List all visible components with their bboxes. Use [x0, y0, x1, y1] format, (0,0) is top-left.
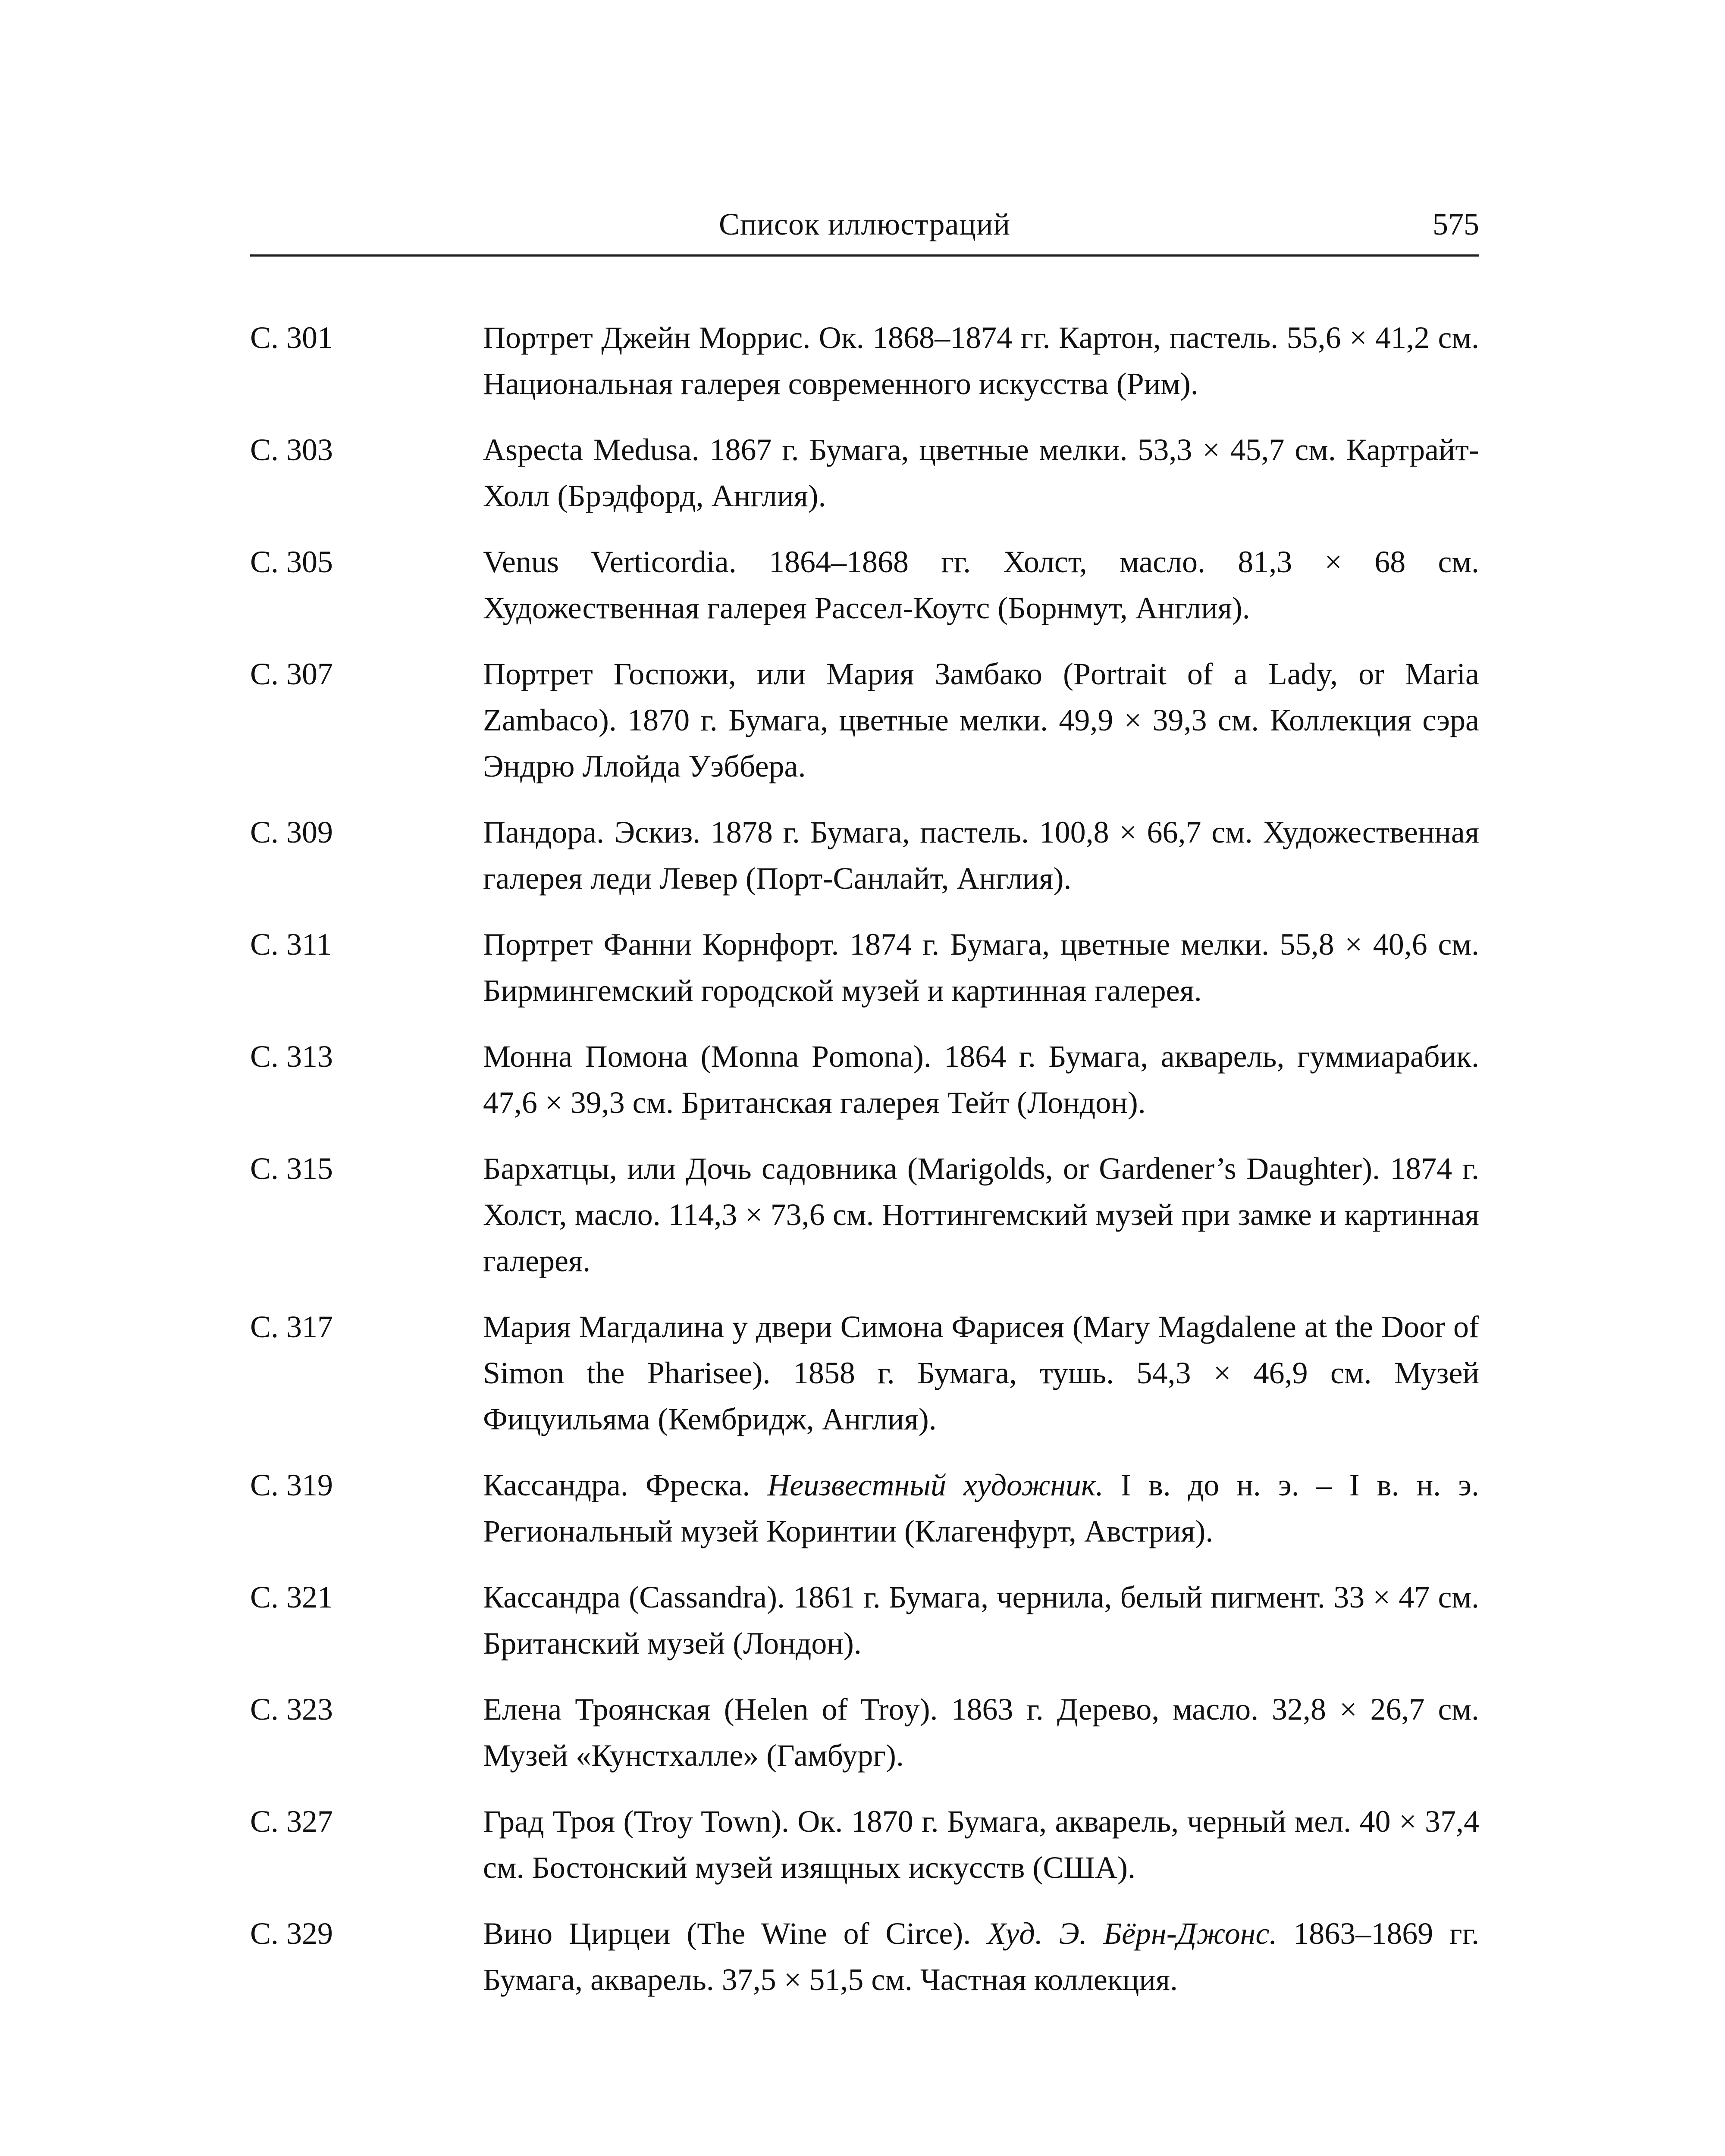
page-reference: С. 305 [250, 545, 333, 579]
list-item [250, 1574, 1479, 1667]
illustration-description [483, 651, 1479, 790]
list-item [250, 1462, 1479, 1554]
page-reference: С. 319 [250, 1468, 333, 1502]
list-item [250, 651, 1479, 790]
running-header [250, 203, 1479, 257]
text-segment: 1863–1869 гг. Бумага, акварель. 37,5 × 51,5 см. Частная коллекция. [483, 1916, 1479, 1997]
illustration-description [483, 1034, 1479, 1126]
illustration-description [483, 1574, 1479, 1667]
text-segment: Монна Помона (Monna Pomona). 1864 г. Бумага, акварель, гуммиарабик. 47,6 × 39,3 см. Британская галерея Тейт (Лондон). [483, 1039, 1479, 1120]
list-item [250, 1034, 1479, 1126]
illustration-description [483, 315, 1479, 407]
page-reference: С. 301 [250, 320, 333, 355]
illustration-description [483, 539, 1479, 631]
text-segment: Кассандра (Cassandra). 1861 г. Бумага, чернила, белый пигмент. 33 × 47 см. Британский музей (Лондон). [483, 1580, 1479, 1661]
text-segment: Venus Verticordia. 1864–1868 гг. Холст, масло. 81,3 × 68 см. Художественная галерея Рассел-Коутс (Борнмут, Англия). [483, 545, 1479, 625]
italic-text-segment: Неизвестный художник. [767, 1468, 1104, 1502]
illustration-description [483, 1799, 1479, 1891]
illustration-description [483, 427, 1479, 519]
text-segment: Пандора. Эскиз. 1878 г. Бумага, пастель. 100,8 × 66,7 см. Художественная галерея леди Левер (Порт-Санлайт, Англия). [483, 815, 1479, 896]
text-segment: Портрет Фанни Корнфорт. 1874 г. Бумага, цветные мелки. 55,8 × 40,6 см. Бирмингемский городской музей и картинная галерея. [483, 927, 1479, 1008]
illustration-description [483, 1462, 1479, 1554]
illustration-description [483, 1304, 1479, 1442]
page-reference: С. 313 [250, 1039, 333, 1074]
list-item [250, 315, 1479, 407]
page-reference: С. 303 [250, 432, 333, 467]
text-segment: Град Троя (Troy Town). Ок. 1870 г. Бумага, акварель, черный мел. 40 × 37,4 см. Бостонский музей изящных искусств (США). [483, 1804, 1479, 1885]
list-item [250, 1304, 1479, 1442]
page-number: 575 [1433, 207, 1479, 241]
text-segment: Елена Троянская (Helen of Troy). 1863 г. Дерево, масло. 32,8 × 26,7 см. Музей «Кунстхалле» (Гамбург). [483, 1692, 1479, 1773]
illustration-description [483, 1146, 1479, 1284]
page-reference: С. 321 [250, 1580, 333, 1614]
text-segment: Вино Цирцеи (The Wine of Circe). [483, 1916, 988, 1951]
page-reference: С. 309 [250, 815, 333, 849]
running-header-title: Список иллюстраций [718, 207, 1011, 241]
illustration-list [250, 315, 1479, 2023]
page-reference: С. 327 [250, 1804, 333, 1839]
text-segment: Aspecta Medusa. 1867 г. Бумага, цветные мелки. 53,3 × 45,7 см. Картрайт-Холл (Брэдфорд, Англия). [483, 432, 1479, 513]
illustration-description [483, 1911, 1479, 2003]
illustration-description [483, 921, 1479, 1014]
text-segment: Мария Магдалина у двери Симона Фарисея (Mary Magdalene at the Door of Simon the Pharisee). 1858 г. Бумага, тушь. 54,3 × 46,9 см. Музей Фицуильяма (Кембридж, Англия). [483, 1310, 1479, 1436]
page-reference: С. 307 [250, 657, 333, 691]
list-item [250, 539, 1479, 631]
list-item [250, 921, 1479, 1014]
list-item [250, 809, 1479, 902]
text-segment: Портрет Госпожи, или Мария Замбако (Portrait of a Lady, or Maria Zambaco). 1870 г. Бумага, цветные мелки. 49,9 × 39,3 см. Коллекция сэра Эндрю Ллойда Уэббера. [483, 657, 1479, 783]
page-reference: С. 315 [250, 1151, 333, 1186]
list-item [250, 1686, 1479, 1779]
page-reference: С. 323 [250, 1692, 333, 1727]
illustration-description [483, 1686, 1479, 1779]
page-reference: С. 329 [250, 1916, 333, 1951]
italic-text-segment: Худ. Э. Бёрн-Джонс. [987, 1916, 1277, 1951]
list-item [250, 427, 1479, 519]
text-segment: Бархатцы, или Дочь садовника (Marigolds, or Gardener’s Daughter). 1874 г. Холст, масло. 114,3 × 73,6 см. Ноттингемский музей при замке и картинная галерея. [483, 1151, 1479, 1278]
text-segment: Портрет Джейн Моррис. Ок. 1868–1874 гг. Картон, пастель. 55,6 × 41,2 см. Национальная галерея современного искусства (Рим). [483, 320, 1479, 401]
text-segment: Кассандра. Фреска. [483, 1468, 768, 1502]
list-item [250, 1799, 1479, 1891]
text-segment: I в. до н. э. – I в. н. э. Региональный музей Коринтии (Клагенфурт, Австрия). [483, 1468, 1480, 1548]
illustration-description [483, 809, 1479, 902]
list-item [250, 1146, 1479, 1284]
page-reference: С. 317 [250, 1310, 333, 1344]
list-item [250, 1911, 1479, 2003]
page-reference: С. 311 [250, 927, 332, 962]
